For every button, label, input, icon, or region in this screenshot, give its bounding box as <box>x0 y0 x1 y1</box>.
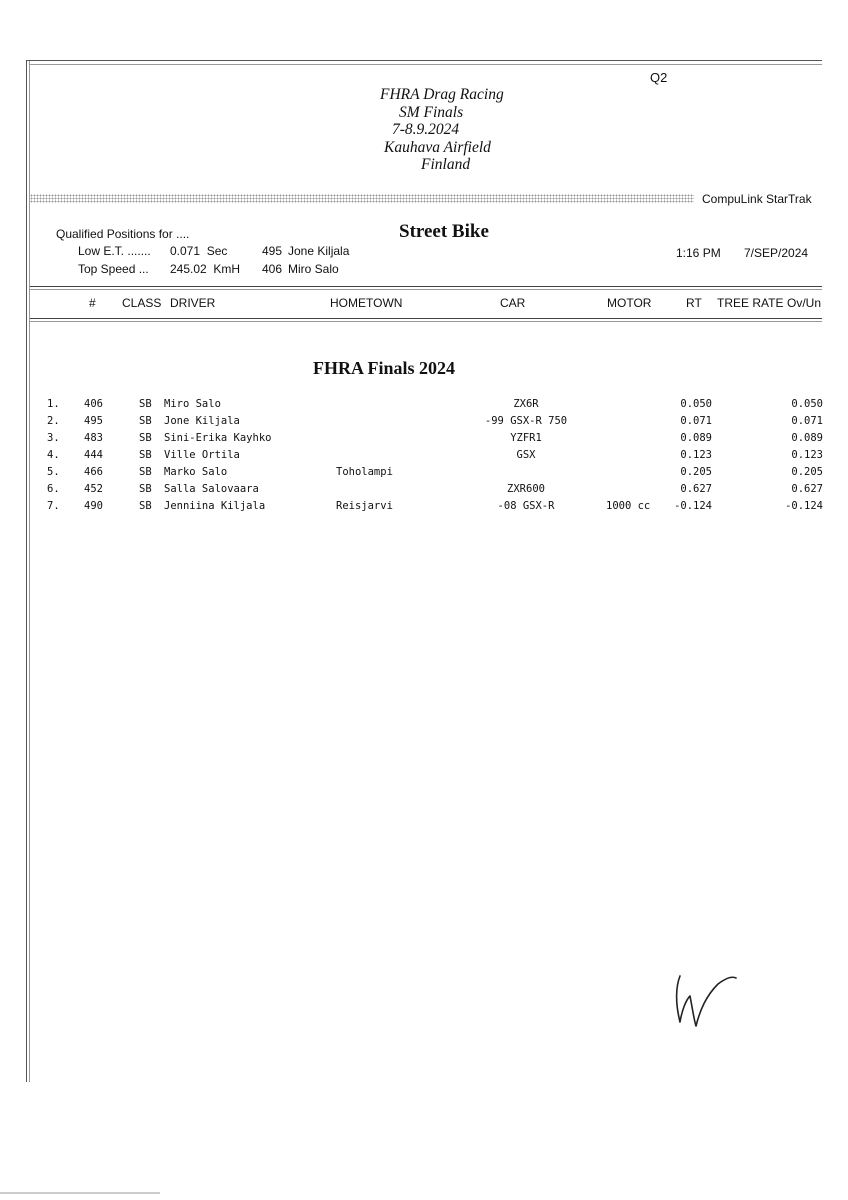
position: 6. <box>47 483 60 495</box>
header-rule-top <box>30 286 822 287</box>
header-rule-bottom-inner <box>30 321 822 322</box>
low-et-label: Low E.T. ....... <box>78 244 151 258</box>
class-code: SB <box>139 398 152 410</box>
car: ZX6R <box>513 398 539 410</box>
top-speed-row <box>78 262 339 276</box>
driver-name: Jenniina Kiljala <box>164 500 266 512</box>
section-title: FHRA Finals 2024 <box>313 358 456 378</box>
over-under: 0.071 <box>791 415 823 427</box>
reaction-time: 0.205 <box>680 466 712 478</box>
low-et-value: 0.071 Sec <box>170 244 228 258</box>
event-dates: 7-8.9.2024 <box>392 121 460 138</box>
class-code: SB <box>139 432 152 444</box>
page-border-top-inner <box>29 64 822 65</box>
page-border-left <box>26 60 27 1082</box>
car: -08 GSX-R <box>497 500 555 512</box>
hometown: Toholampi <box>336 466 393 478</box>
car: GSX <box>516 449 536 461</box>
reaction-time: 0.089 <box>680 432 712 444</box>
timing-system-brand: CompuLink StarTrak <box>702 192 812 206</box>
page-border-top <box>26 60 822 61</box>
top-speed-car-number: 406 <box>261 262 282 276</box>
column-header-motor: MOTOR <box>607 296 652 310</box>
reaction-time: -0.124 <box>674 500 712 512</box>
dotted-separator <box>30 194 694 203</box>
car-number: 466 <box>84 466 103 478</box>
motor: 1000 cc <box>606 500 651 512</box>
reaction-time: 0.123 <box>680 449 712 461</box>
column-header-driver: DRIVER <box>170 296 216 310</box>
car-number: 406 <box>84 398 103 410</box>
low-et-car-number: 495 <box>261 244 282 258</box>
over-under: -0.124 <box>785 500 823 512</box>
column-header-number: # <box>89 296 96 310</box>
driver-name: Sini-Erika Kayhko <box>164 432 272 444</box>
position: 4. <box>47 449 60 461</box>
low-et-driver: Jone Kiljala <box>288 244 350 258</box>
report-time: 1:16 PM <box>676 246 721 260</box>
class-code: SB <box>139 415 152 427</box>
event-name: FHRA Drag Racing <box>380 86 504 103</box>
header-rule-top-inner <box>30 289 822 290</box>
car: -99 GSX-R 750 <box>484 415 568 427</box>
result-row <box>0 449 848 466</box>
driver-name: Salla Salovaara <box>164 483 259 495</box>
class-code: SB <box>139 466 152 478</box>
reaction-time: 0.050 <box>680 398 712 410</box>
class-code: SB <box>139 449 152 461</box>
qualifier-code: Q2 <box>650 70 668 85</box>
result-row <box>0 415 848 432</box>
driver-name: Marko Salo <box>164 466 228 478</box>
column-header-hometown: HOMETOWN <box>330 296 403 310</box>
qualified-positions-title: Qualified Positions for .... <box>56 227 190 241</box>
reaction-time: 0.627 <box>680 483 712 495</box>
position: 7. <box>47 500 60 512</box>
reaction-time: 0.071 <box>680 415 712 427</box>
over-under: 0.627 <box>791 483 823 495</box>
over-under: 0.089 <box>791 432 823 444</box>
position: 5. <box>47 466 60 478</box>
position: 2. <box>47 415 60 427</box>
low-et-row <box>78 244 349 258</box>
page-border-left-inner <box>29 60 30 1082</box>
driver-name: Miro Salo <box>164 398 221 410</box>
result-row <box>0 398 848 415</box>
event-series: SM Finals <box>399 103 464 121</box>
car: YZFR1 <box>510 432 542 444</box>
over-under: 0.123 <box>791 449 823 461</box>
class-code: SB <box>139 483 152 495</box>
column-header-rt: RT <box>686 296 702 310</box>
column-header-tree-rate: TREE RATE <box>717 296 784 310</box>
driver-name: Jone Kiljala <box>164 415 240 427</box>
top-speed-label: Top Speed ... <box>78 262 149 276</box>
result-row <box>0 466 848 483</box>
car-number: 495 <box>84 415 103 427</box>
position: 3. <box>47 432 60 444</box>
car-number: 490 <box>84 500 103 512</box>
top-speed-value: 245.02 KmH <box>170 262 241 276</box>
result-row <box>0 432 848 449</box>
class-title: Street Bike <box>399 221 489 242</box>
car-number: 483 <box>84 432 103 444</box>
report-date: 7/SEP/2024 <box>744 246 809 260</box>
scan-edge-mark <box>0 1192 160 1194</box>
top-speed-driver: Miro Salo <box>288 262 339 276</box>
result-row <box>0 483 848 500</box>
car-number: 444 <box>84 449 103 461</box>
car-number: 452 <box>84 483 103 495</box>
hometown: Reisjarvi <box>336 500 393 512</box>
car: ZXR600 <box>507 483 545 495</box>
header-rule-bottom <box>30 318 822 319</box>
event-venue: Kauhava Airfield <box>384 138 491 156</box>
driver-name: Ville Ortila <box>164 449 240 461</box>
over-under: 0.205 <box>791 466 823 478</box>
column-header-car: CAR <box>500 296 526 310</box>
handwritten-signature <box>672 966 738 1032</box>
class-code: SB <box>139 500 152 512</box>
result-row <box>0 500 848 517</box>
position: 1. <box>47 398 60 410</box>
column-header-class: CLASS <box>122 296 162 310</box>
event-title-block <box>300 86 600 174</box>
over-under: 0.050 <box>791 398 823 410</box>
column-header-ov-un: Ov/Un <box>787 296 822 310</box>
event-country: Finland <box>421 156 471 173</box>
